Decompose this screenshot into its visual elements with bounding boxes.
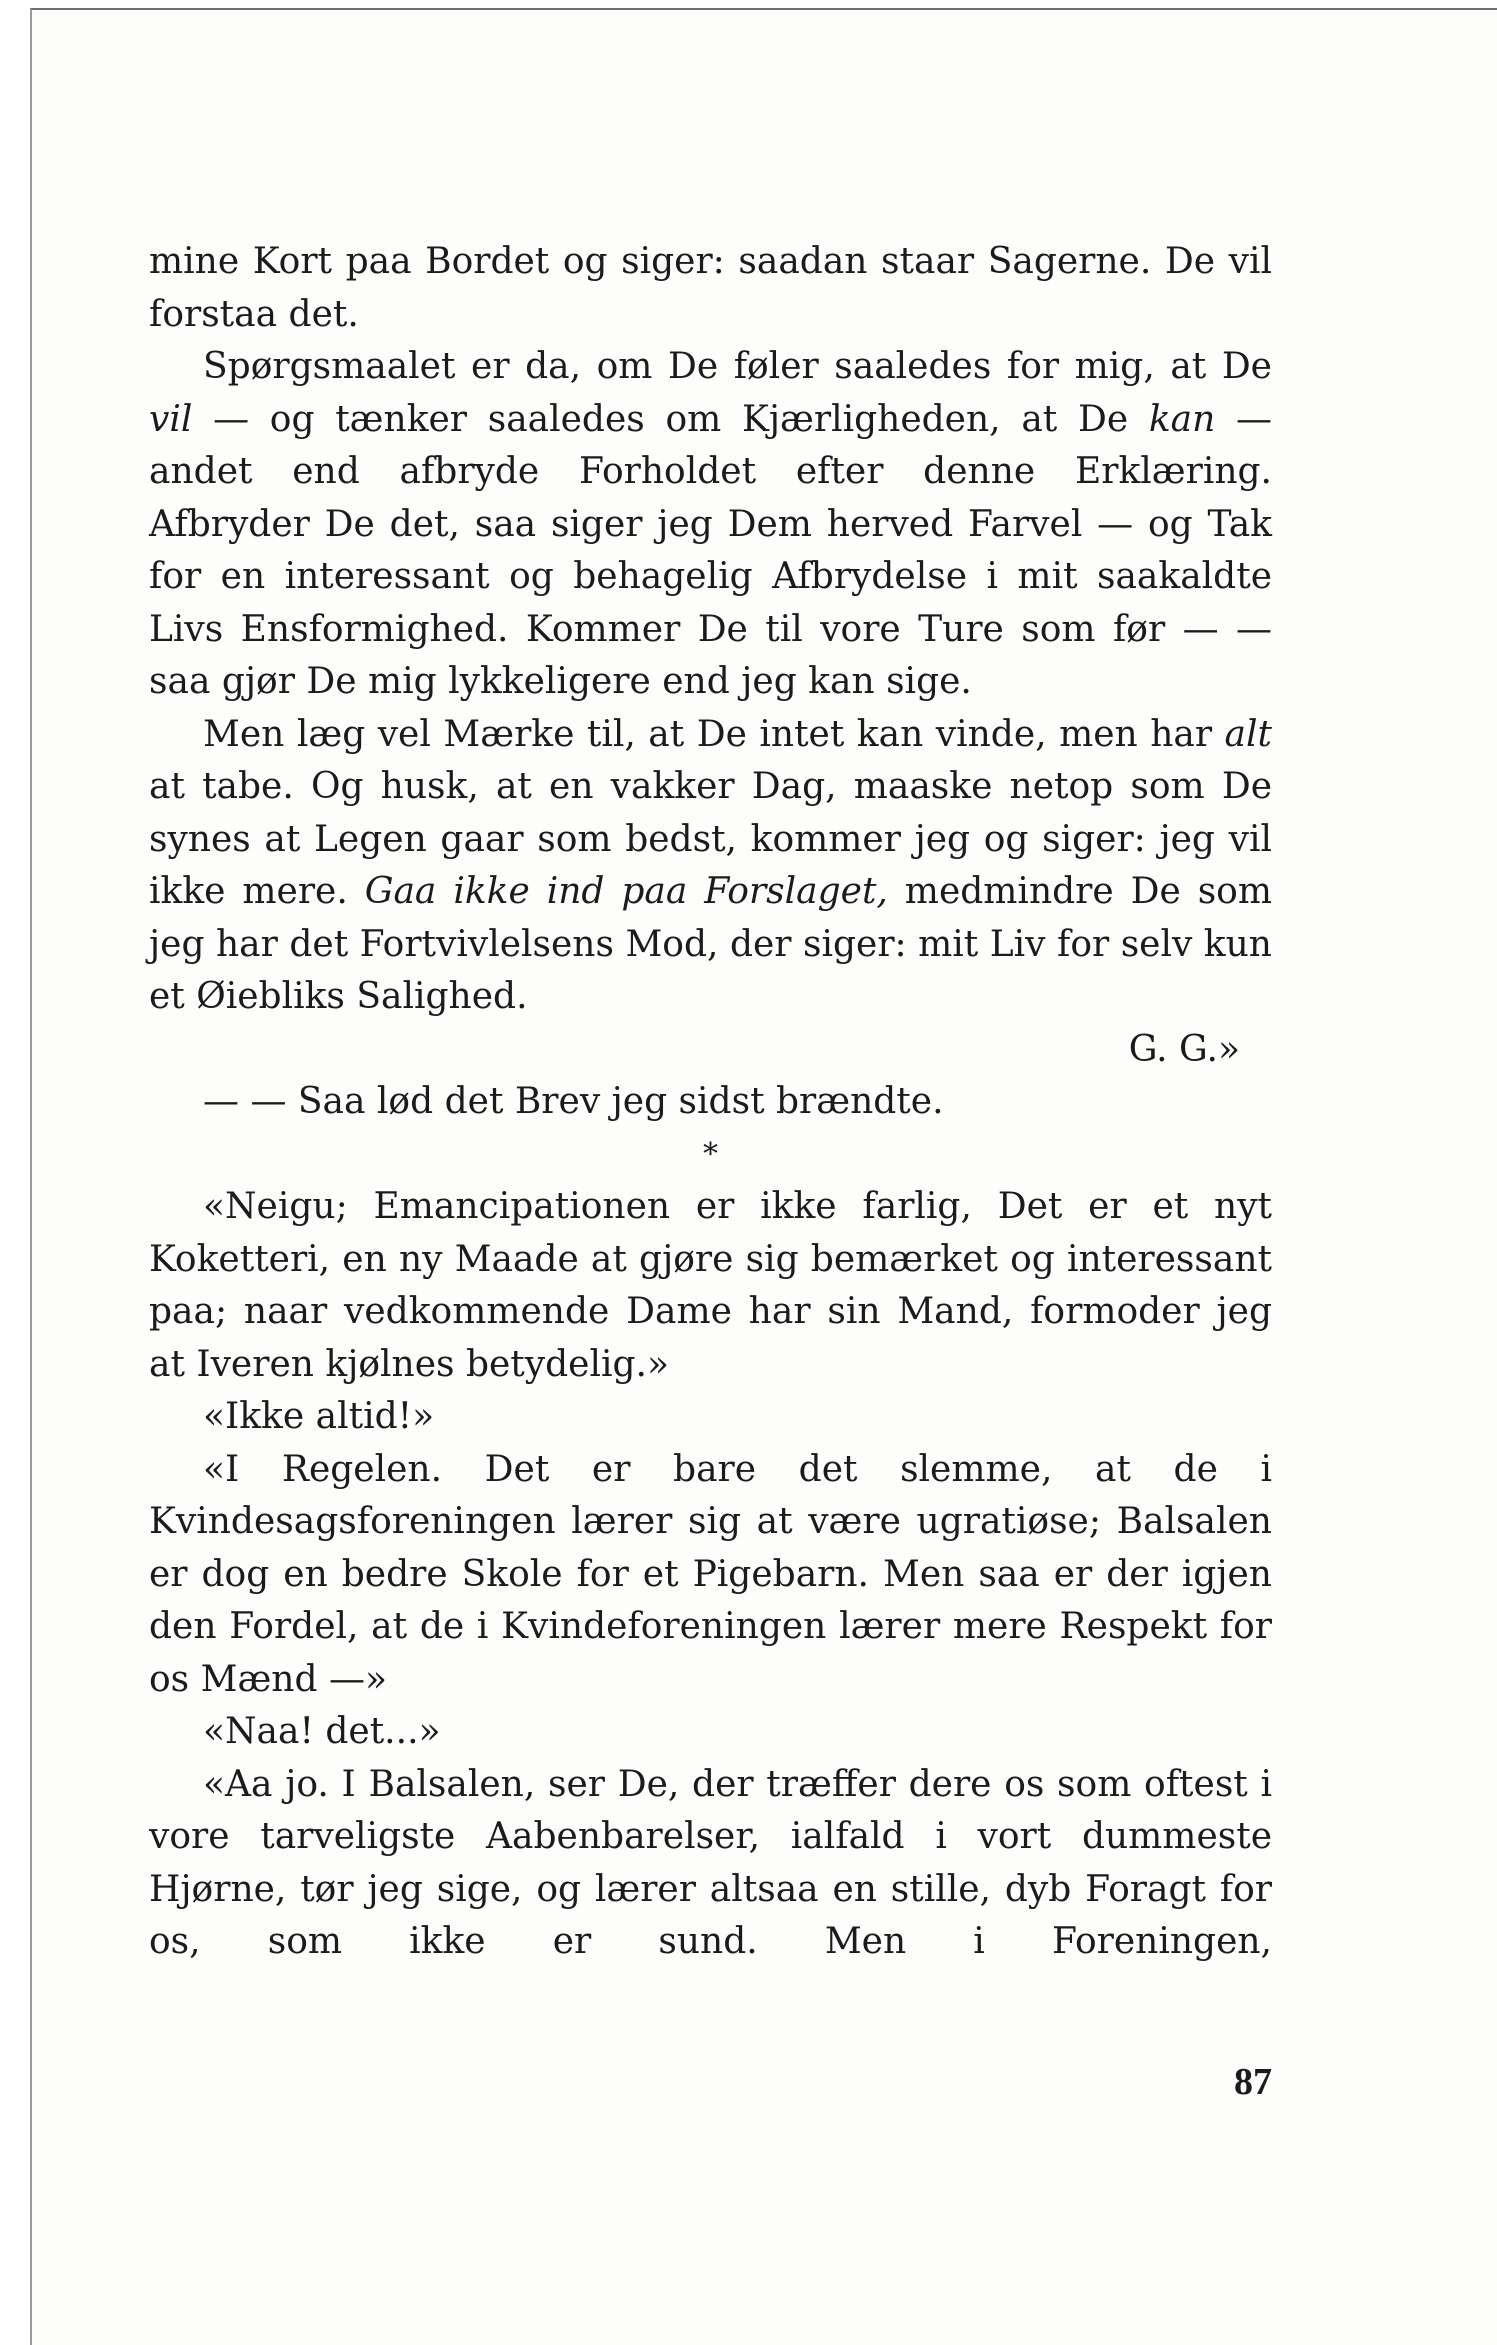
paragraph-6: «Ikke altid!» bbox=[203, 1396, 435, 1437]
paragraph-2 bbox=[149, 341, 1272, 709]
paragraph-2-part-a: Spørgsmaalet er da, om De føler saaledes for mig, at De bbox=[203, 346, 1272, 387]
emphasis-vil: vil bbox=[149, 398, 193, 440]
section-break-asterisk: * bbox=[703, 1136, 718, 1172]
paragraph-7: «I Regelen. Det er bare det slemme, at de i Kvindesagsforeningen lærer sig at være ugratiøse; Balsalen er dog en bedre Skole for et Pigebarn. Men saa er der igjen den Fordel, at de i Kvindeforeningen lærer mere Respekt for os Mænd —» bbox=[149, 1448, 1272, 1700]
paragraph-3-part-c: at tabe. Og husk, at en vakker Dag, maaske netop som De synes at Legen gaar som bedst, kommer jeg og siger: jeg vil ikke mere. bbox=[149, 766, 1272, 912]
paragraph-3-part-a: Men læg vel Mærke til, at De intet kan vinde, men har bbox=[203, 713, 1225, 755]
paragraph-8: «Naa! det...» bbox=[203, 1711, 441, 1752]
paragraph-2-part-e: — andet end afbryde Forholdet efter denne Erklæring. Afbryder De det, saa siger jeg Dem herved Farvel — og Tak for en interessant og behagelig Afbrydelse i mit saakaldte Livs Ensformighed. Kommer De til vore Ture som før — — saa gjør De mig lykkeligere end jeg kan sige. bbox=[149, 398, 1272, 702]
letter-signature: G. G.» bbox=[1128, 1028, 1240, 1070]
paragraph-3 bbox=[149, 709, 1272, 1024]
book-page bbox=[30, 8, 1497, 2345]
paragraph-2-part-c: — og tænker saaledes om Kjærligheden, at De bbox=[192, 398, 1149, 440]
paragraph-4: — — Saa lød det Brev jeg sidst brændte. bbox=[203, 1081, 944, 1122]
emphasis-kan: kan bbox=[1148, 398, 1216, 440]
emphasis-alt: alt bbox=[1224, 713, 1272, 755]
page-number: 87 bbox=[1234, 2061, 1272, 2103]
paragraph-1: mine Kort paa Bordet og siger: saadan staar Sagerne. De vil forstaa det. bbox=[149, 241, 1272, 335]
paragraph-9: «Aa jo. I Balsalen, ser De, der træffer dere os som oftest i vore tarveligste Aabenbarelser, ialfald i vort dummeste Hjørne, tør jeg sige, og lærer altsaa en stille, dyb Foragt for os, som ikke er sund. Men i Foreningen, bbox=[149, 1763, 1272, 1962]
paragraph-5: «Neigu; Emancipationen er ikke farlig, Det er et nyt Koketteri, en ny Maade at gjøre sig bemærket og interessant paa; naar vedkommende Dame har sin Mand, formoder jeg at Iveren kjølnes betydelig.» bbox=[149, 1186, 1272, 1385]
body-text bbox=[149, 236, 1272, 1969]
paragraph-3-part-e: medmindre De som jeg har det Fortvivlelsens Mod, der siger: mit Liv for selv kun et Øiebliks Salighed. bbox=[149, 871, 1272, 1017]
emphasis-forslaget: Gaa ikke ind paa Forslaget, bbox=[364, 871, 888, 912]
